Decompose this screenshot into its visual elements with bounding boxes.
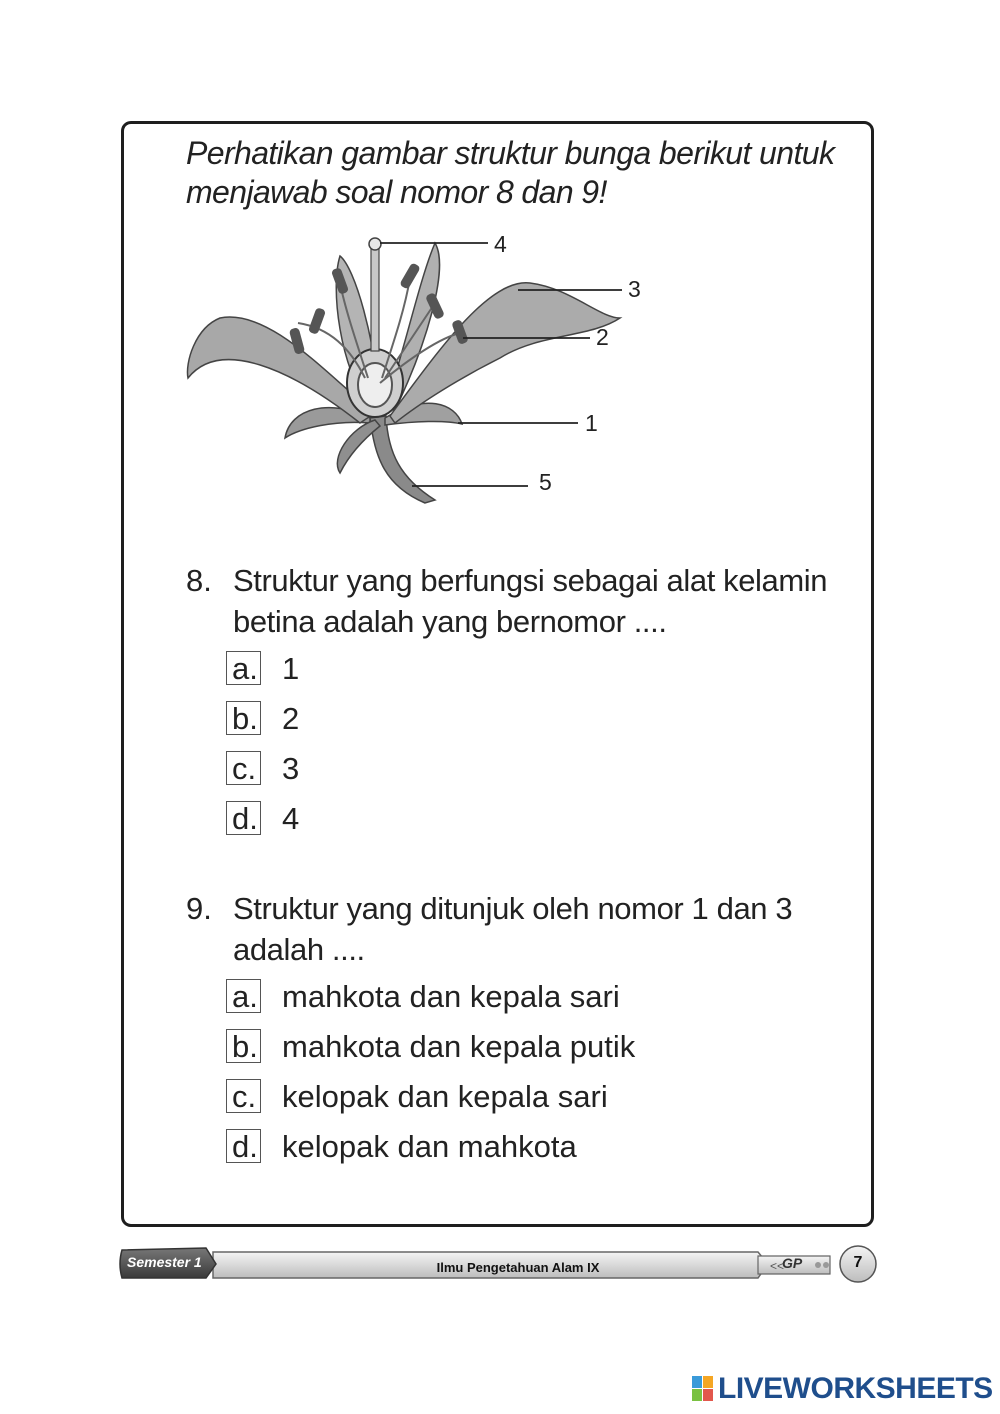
footer-gp-logo: GP <box>782 1255 803 1271</box>
option-letter: d. <box>232 1129 258 1164</box>
option-letter: c. <box>232 751 257 786</box>
intro-instruction: Perhatikan gambar struktur bunga berikut untuk menjawab soal nomor 8 dan 9! <box>186 135 835 210</box>
label-2: 2 <box>596 324 609 350</box>
label-4: 4 <box>494 231 507 257</box>
brand-text: LIVEWORKSHEETS <box>718 1372 993 1405</box>
question-text: Struktur yang berfungsi sebagai alat kelamin betina adalah yang bernomor .... <box>233 563 828 639</box>
label-1: 1 <box>585 410 598 436</box>
footer-semester: Semester 1 <box>127 1254 202 1270</box>
question-8 <box>186 560 876 644</box>
option-letter: b. <box>232 701 258 736</box>
option-letter: a. <box>232 651 258 686</box>
option-text: kelopak dan kepala sari <box>282 1079 608 1114</box>
option-letter: d. <box>232 801 258 836</box>
footer-title: Ilmu Pengetahuan Alam IX <box>436 1260 600 1275</box>
option-letter: b. <box>232 1029 258 1064</box>
flower-illustration <box>180 228 660 513</box>
option-text: mahkota dan kepala sari <box>282 979 620 1014</box>
svg-text:<<: << <box>770 1259 785 1273</box>
page-number: 7 <box>853 1254 863 1271</box>
question-number: 9. <box>186 891 212 926</box>
option-text: kelopak dan mahkota <box>282 1129 577 1164</box>
liveworksheets-logo-icon <box>692 1376 714 1402</box>
page-footer <box>118 1242 882 1286</box>
question-9 <box>186 888 876 972</box>
option-text: 4 <box>282 801 300 836</box>
option-text: mahkota dan kepala putik <box>282 1029 636 1064</box>
label-5: 5 <box>539 469 552 495</box>
question-text: Struktur yang ditunjuk oleh nomor 1 dan 3 adalah .... <box>233 891 793 967</box>
option-text: 3 <box>282 751 300 786</box>
flower-diagram <box>180 228 660 513</box>
label-3: 3 <box>628 276 641 302</box>
question-number: 8. <box>186 563 212 598</box>
option-text: 1 <box>282 651 300 686</box>
option-letter: c. <box>232 1079 257 1114</box>
option-letter: a. <box>232 979 258 1014</box>
option-text: 2 <box>282 701 300 736</box>
